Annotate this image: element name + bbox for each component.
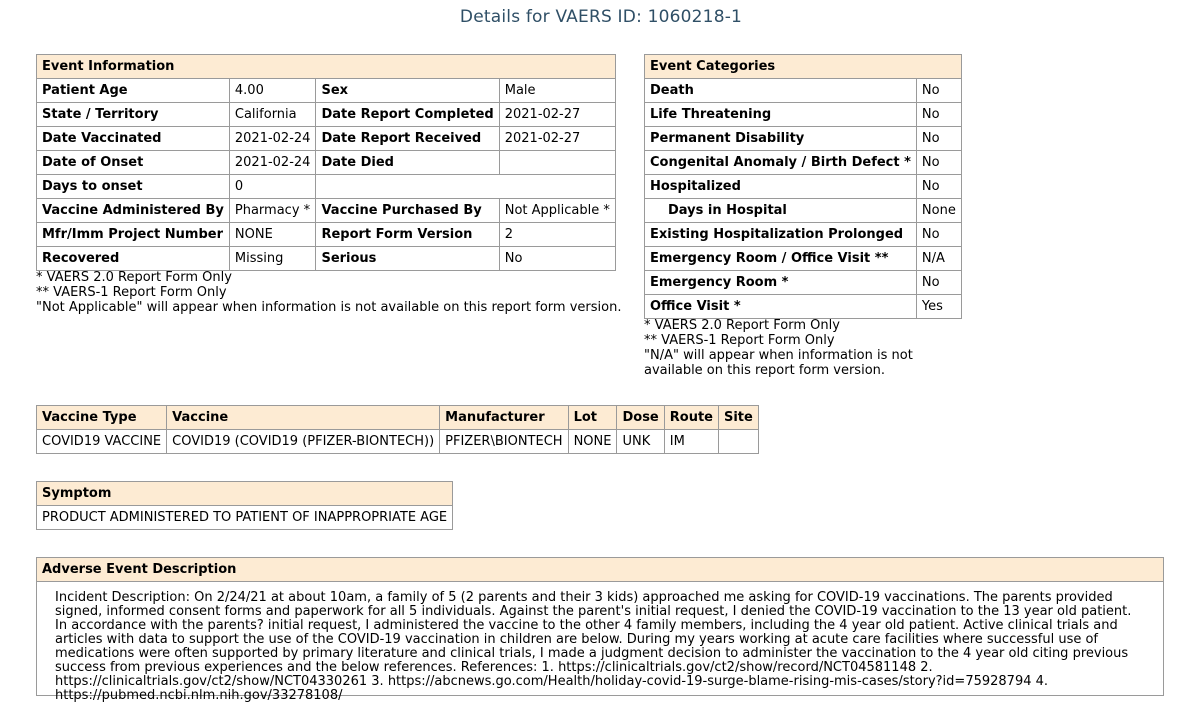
category-label: Days in Hospital	[645, 199, 917, 223]
field-label: Serious	[316, 247, 499, 271]
table-row	[37, 127, 616, 151]
field-label: Date Died	[316, 151, 499, 175]
table-cell: NONE	[568, 430, 617, 454]
table-row	[645, 79, 962, 103]
field-value: 4.00	[229, 79, 316, 103]
field-value: Not Applicable *	[499, 199, 615, 223]
table-row	[37, 247, 616, 271]
table-row	[37, 199, 616, 223]
table-row	[37, 79, 616, 103]
field-value: 2021-02-27	[499, 103, 615, 127]
category-value: No	[916, 103, 961, 127]
field-label: Sex	[316, 79, 499, 103]
category-value: No	[916, 127, 961, 151]
adverse-event-header: Adverse Event Description	[37, 558, 1163, 582]
table-row	[645, 271, 962, 295]
event-information-notes	[36, 270, 621, 315]
table-header-row	[37, 406, 759, 430]
category-label: Hospitalized	[645, 175, 917, 199]
table-cell: UNK	[617, 430, 664, 454]
column-header: Route	[664, 406, 718, 430]
field-label: Date Report Completed	[316, 103, 499, 127]
field-value: 2021-02-24	[229, 151, 316, 175]
table-row	[645, 103, 962, 127]
field-label: Report Form Version	[316, 223, 499, 247]
field-label: Patient Age	[37, 79, 230, 103]
table-row	[37, 430, 759, 454]
column-header: Dose	[617, 406, 664, 430]
category-value: No	[916, 223, 961, 247]
field-label: State / Territory	[37, 103, 230, 127]
column-header: Lot	[568, 406, 617, 430]
column-header: Vaccine Type	[37, 406, 167, 430]
field-value: NONE	[229, 223, 316, 247]
adverse-event-description	[36, 557, 1164, 703]
table-row	[37, 151, 616, 175]
footnote: * VAERS 2.0 Report Form Only	[36, 270, 232, 285]
field-value	[499, 151, 615, 175]
field-value: 0	[229, 175, 316, 199]
category-value: Yes	[916, 295, 961, 319]
column-header: Site	[718, 406, 758, 430]
field-label: Recovered	[37, 247, 230, 271]
column-header: Vaccine	[167, 406, 440, 430]
field-value: Pharmacy *	[229, 199, 316, 223]
column-header: Manufacturer	[440, 406, 568, 430]
field-label: Mfr/Imm Project Number	[37, 223, 230, 247]
footnote: ** VAERS-1 Report Form Only	[644, 333, 835, 348]
symptom-value: PRODUCT ADMINISTERED TO PATIENT OF INAPPROPRIATE AGE	[37, 506, 453, 530]
field-value: Male	[499, 79, 615, 103]
field-label: Vaccine Administered By	[37, 199, 230, 223]
field-value: 2021-02-24	[229, 127, 316, 151]
field-value: No	[499, 247, 615, 271]
event-information-table	[36, 54, 616, 271]
event-categories-notes	[644, 318, 913, 378]
field-value: California	[229, 103, 316, 127]
category-label: Emergency Room *	[645, 271, 917, 295]
table-cell	[718, 430, 758, 454]
field-label: Date of Onset	[37, 151, 230, 175]
category-label: Permanent Disability	[645, 127, 917, 151]
event-categories-table	[644, 54, 962, 319]
table-cell: PFIZER\BIONTECH	[440, 430, 568, 454]
category-value: No	[916, 271, 961, 295]
table-cell: IM	[664, 430, 718, 454]
table-cell: COVID19 (COVID19 (PFIZER-BIONTECH))	[167, 430, 440, 454]
symptom-header: Symptom	[37, 482, 453, 506]
category-value: No	[916, 151, 961, 175]
category-label: Existing Hospitalization Prolonged	[645, 223, 917, 247]
category-label: Office Visit *	[645, 295, 917, 319]
footnote: * VAERS 2.0 Report Form Only	[644, 318, 840, 333]
category-label: Emergency Room / Office Visit **	[645, 247, 917, 271]
category-label: Congenital Anomaly / Birth Defect *	[645, 151, 917, 175]
table-row	[645, 199, 962, 223]
empty-cell	[316, 175, 615, 199]
table-row	[645, 247, 962, 271]
vaccine-table	[36, 405, 759, 454]
footnote: ** VAERS-1 Report Form Only	[36, 285, 227, 300]
field-value: 2	[499, 223, 615, 247]
category-value: N/A	[916, 247, 961, 271]
table-row	[645, 295, 962, 319]
table-row	[37, 506, 453, 530]
footnote: "Not Applicable" will appear when information is not available on this report form version.	[36, 300, 622, 315]
table-cell: COVID19 VACCINE	[37, 430, 167, 454]
table-row	[37, 175, 616, 199]
footnote: available on this report form version.	[644, 363, 886, 378]
field-label: Date Report Received	[316, 127, 499, 151]
page-title: Details for VAERS ID: 1060218-1	[459, 7, 743, 27]
symptom-table	[36, 481, 453, 530]
event-categories-header: Event Categories	[645, 55, 962, 79]
category-value: None	[916, 199, 961, 223]
table-row	[37, 103, 616, 127]
table-row	[645, 151, 962, 175]
category-value: No	[916, 175, 961, 199]
field-label: Date Vaccinated	[37, 127, 230, 151]
adverse-event-text: Incident Description: On 2/24/21 at about 10am, a family of 5 (2 parents and their 3 kids) approached me asking for COVID-19 vaccinations. The parents provided signed, informed consent forms and paperwork for all 5 individuals. Against the parent's initial request, I denied the COVID-19 vaccination to the 13 year old patient. In accordance with the parents? initial request, I administered the vaccine to the other 4 family members, including the 4 year old patient. Active clinical trials and articles with data to support the use of the COVID-19 vaccination in children are below. During my years working at acute care facilities where successful use of medications were often supported by primary literature and clinical trials, I made a judgment decision to administer the vaccination to the 4 year old citing previous success from previous experiences and the below references. References: 1. https://clinicaltrials.gov/ct2/show/record/NCT04581148 2. https://clinicaltrials.gov/ct2/show/NCT04330261 3. https://abcnews.go.com/Health/holiday-covid-19-surge-blame-rising-mis-cases/story?id=75928794 4. https://pubmed.ncbi.nlm.nih.gov/33278108/	[55, 590, 1132, 703]
table-row	[645, 127, 962, 151]
category-value: No	[916, 79, 961, 103]
footnote: "N/A" will appear when information is not	[644, 348, 913, 363]
table-row	[645, 223, 962, 247]
event-information-header: Event Information	[37, 55, 616, 79]
field-value: Missing	[229, 247, 316, 271]
table-row	[645, 175, 962, 199]
category-label: Life Threatening	[645, 103, 917, 127]
field-label: Vaccine Purchased By	[316, 199, 499, 223]
field-value: 2021-02-27	[499, 127, 615, 151]
category-label: Death	[645, 79, 917, 103]
table-row	[37, 223, 616, 247]
field-label: Days to onset	[37, 175, 230, 199]
